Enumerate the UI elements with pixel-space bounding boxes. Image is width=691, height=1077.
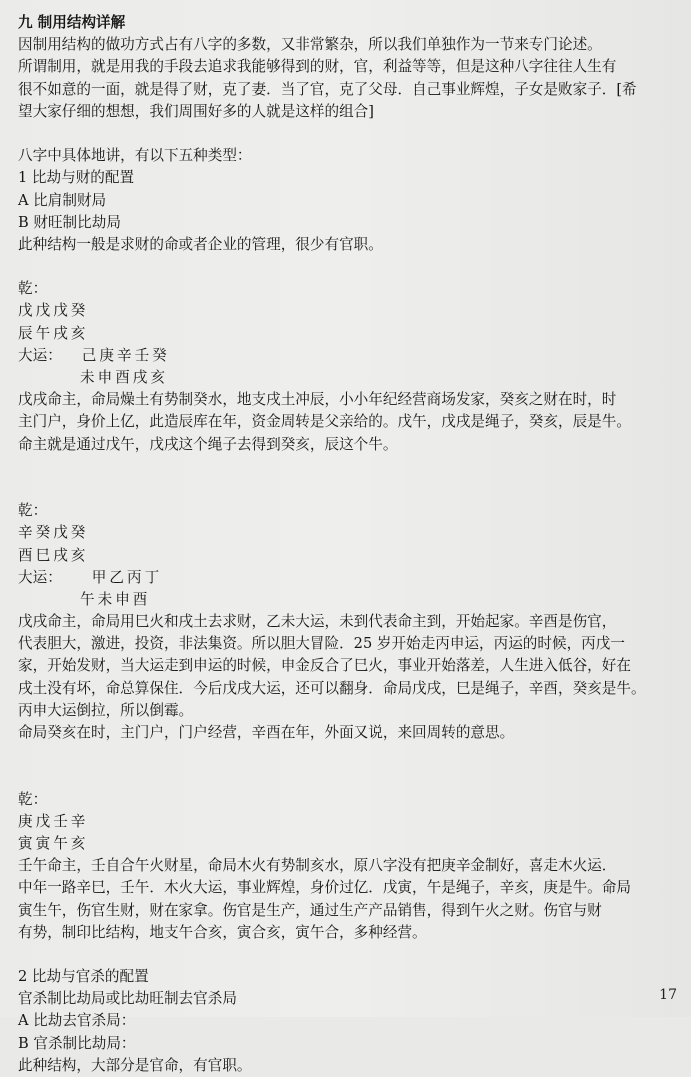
- spacer: [18, 744, 678, 766]
- example1-text-2: 主门户，身价上亿，此造辰库在年，资金周转是父亲给的。戊午，戊戌是绳子，癸亥，辰是牛。: [18, 413, 631, 431]
- example2-text-5: 丙申大运倒拉，所以倒霉。: [18, 701, 194, 719]
- example3-text-2: 中年一路辛巳，壬午．木火大运，事业辉煌，身价过亿．戊寅，午是绳子，辛亥，庚是牛。命局: [18, 879, 631, 897]
- type2-note: 此种结构，大部分是官命，有官职。: [18, 1056, 252, 1074]
- intro-line-4: 望大家仔细的想想，我们周围好多的人就是这样的组合]: [18, 102, 374, 120]
- example2-pillars-stems: 辛癸戊癸: [18, 524, 89, 542]
- intro-line-3: 很不如意的一面，就是得了财，克了妻．当了官，克了父母．自己事业辉煌，子女是败家子．[希: [18, 80, 637, 98]
- spacer: [18, 256, 678, 278]
- page-number: 17: [659, 987, 677, 1003]
- intro-line-1: 因制用结构的做功方式占有八字的多数，又非常繁杂，所以我们单独作为一节来专门论述。: [18, 36, 602, 54]
- example1-label: 乾：: [18, 280, 48, 298]
- example2-dayun-row: [18, 567, 678, 589]
- page-text: [18, 12, 678, 1077]
- example1-text-3: 命主就是通过戊午，戊戌这个绳子去得到癸亥，辰这个牛。: [18, 435, 398, 453]
- example3-pillars-branches: 寅寅午亥: [18, 834, 89, 852]
- example3-text-1: 壬午命主，壬自合午火财星，命局木火有势制亥水，原八字没有把庚辛金制好，喜走木火运．: [18, 857, 617, 875]
- example1-pillars-branches: 辰午戌亥: [18, 324, 89, 342]
- spacer: [18, 766, 678, 788]
- example1-dayun-branches: 未申酉戌亥: [80, 369, 168, 386]
- example2-text-4: 戌土没有坏，命总算保住．今后戊戌大运，还可以翻身．命局戊戌，巳是绳子，辛酉，癸亥是牛。: [18, 679, 646, 697]
- example3-label: 乾：: [18, 790, 48, 808]
- example2-text-2: 代表胆大，激进，投资，非法集资。所以胆大冒险．25 岁开始走丙申运，丙运的时候，丙戊一: [18, 635, 625, 653]
- spacer: [18, 944, 678, 966]
- dayun-label: 大运：: [18, 346, 62, 364]
- example2-label: 乾：: [18, 502, 48, 520]
- example2-dayun-branches: 午未申酉: [80, 590, 151, 608]
- example1-dayun-row: [18, 345, 678, 367]
- type1-b: B 财旺制比劫局: [18, 213, 121, 231]
- example2-dayun-stems: 甲乙丙丁: [91, 568, 163, 586]
- type1-a: A 比肩制财局: [18, 191, 107, 209]
- example1-pillars-stems: 戊戊戊癸: [18, 302, 89, 320]
- example3-text-3: 寅生午，伤官生财，财在家拿。伤官是生产，通过生产产品销售，得到午火之财。伤官与财: [18, 901, 602, 919]
- example2-text-6: 命局癸亥在时，主门户，门户经营，辛酉在年，外面又说，来回周转的意思。: [18, 724, 515, 741]
- example3-text-4: 有势，制印比结构，地支午合亥，寅合亥，寅午合，多种经营。: [18, 923, 427, 941]
- type2-b: B 官杀制比劫局：: [18, 1034, 136, 1052]
- section-title: 九 制用结构详解: [18, 14, 126, 31]
- spacer: [18, 123, 678, 145]
- type2-a: A 比劫去官杀局：: [18, 1012, 136, 1030]
- type1-note: 此种结构一般是求财的命或者企业的管理，很少有官职。: [18, 235, 383, 253]
- spacer: [18, 478, 678, 500]
- example3-pillars-stems: 庚戊壬辛: [18, 812, 89, 830]
- type1-heading: 1 比劫与财的配置: [18, 169, 135, 187]
- example2-pillars-branches: 酉巳戌亥: [18, 546, 89, 564]
- example2-text-3: 家，开始发财，当大运走到申运的时候，申金反合了巳火，事业开始落差，人生进入低谷，好在: [18, 657, 631, 675]
- example2-text-1: 戊戌命主，命局用巳火和戌土去求财，乙未大运，未到代表命主到，开始起家。辛酉是伤官，: [18, 613, 617, 631]
- example1-dayun-stems: 己庚辛壬癸: [81, 346, 170, 364]
- types-intro: 八字中具体地讲，有以下五种类型：: [18, 147, 252, 165]
- type2-sub: 官杀制比劫局或比劫旺制去官杀局: [18, 990, 237, 1008]
- type2-heading: 2 比劫与官杀的配置: [18, 968, 149, 986]
- intro-line-2: 所谓制用，就是用我的手段去追求我能够得到的财，官，利益等等，但是这种八字往往人生有: [18, 58, 617, 76]
- example1-text-1: 戊戌命主，命局燥土有势制癸水，地支戌土冲辰，小小年纪经营商场发家，癸亥之财在时，时: [18, 391, 617, 409]
- spacer: [18, 456, 678, 478]
- dayun-label: 大运：: [18, 568, 62, 586]
